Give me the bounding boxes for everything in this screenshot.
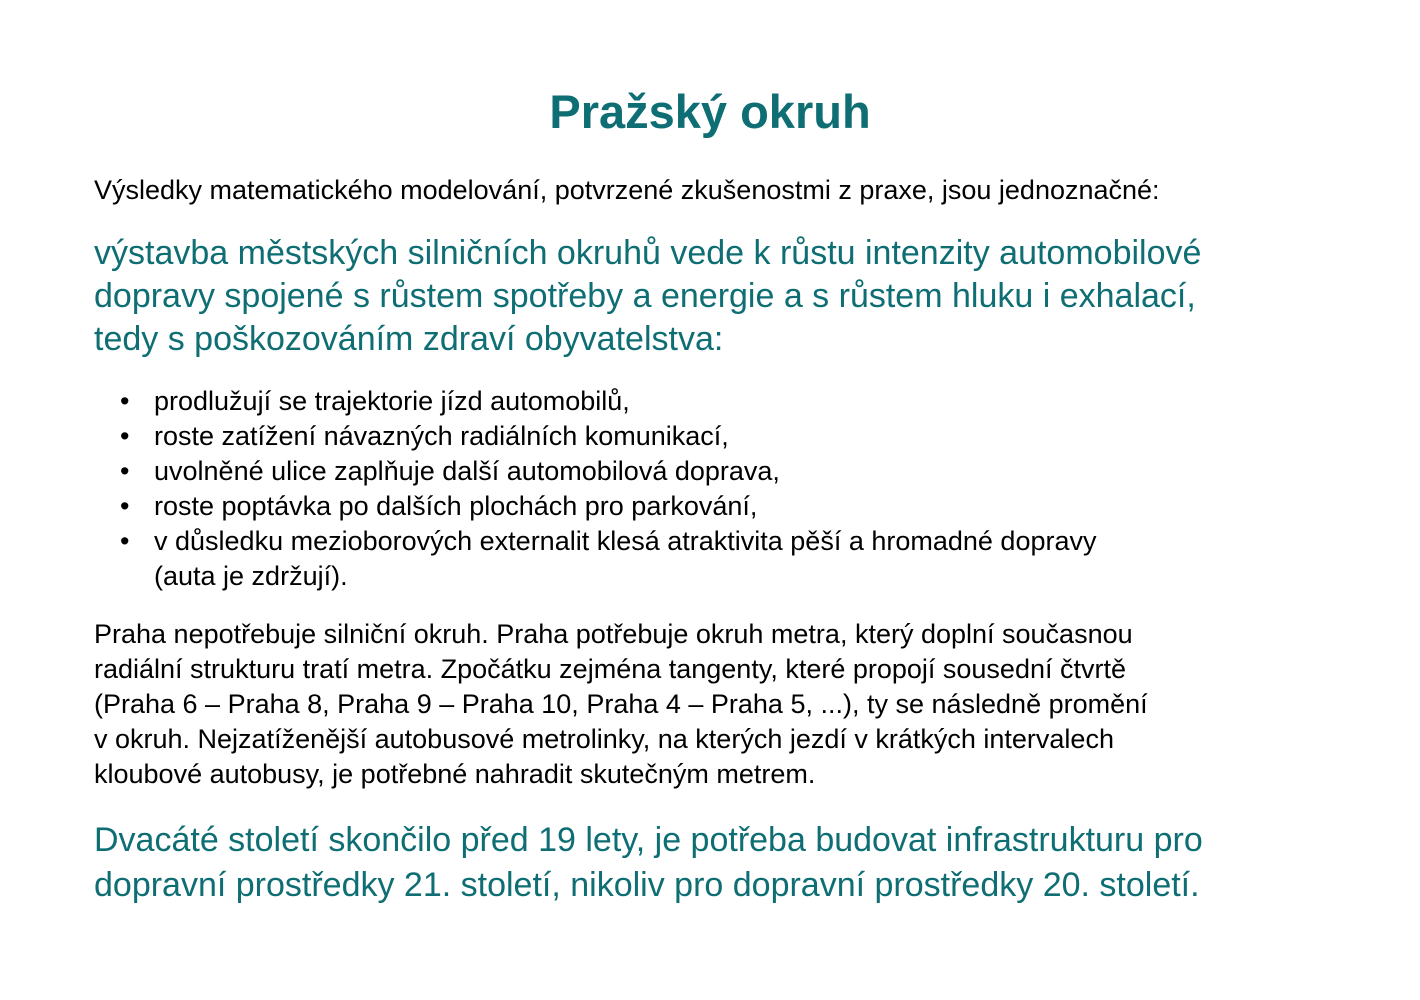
thesis-line: dopravy spojené s růstem spotřeby a energie a s růstem hluku i exhalací, <box>94 277 1196 315</box>
thesis-text <box>94 232 1374 361</box>
list-item-text-continued: (auta je zdržují). <box>154 561 348 591</box>
bullet-icon: • <box>120 386 130 416</box>
body-line: radiální strukturu tratí metra. Zpočátku zejména tangenty, které propojí sousední čtvrtě <box>94 654 1126 684</box>
list-item <box>118 524 1318 594</box>
body-line: (Praha 6 – Praha 8, Praha 9 – Praha 10, Praha 4 – Praha 5, ...), ty se následně promění <box>94 689 1148 719</box>
body-line: kloubové autobusy, je potřebné nahradit skutečným metrem. <box>94 759 816 789</box>
list-item <box>118 454 1318 489</box>
body-line: v okruh. Nejzatíženější autobusové metrolinky, na kterých jezdí v krátkých intervalech <box>94 724 1114 754</box>
list-item-text: roste poptávka po dalších plochách pro parkování, <box>154 491 758 521</box>
thesis-line: výstavba městských silničních okruhů vede k růstu intenzity automobilové <box>94 234 1202 272</box>
closing-line: Dvacáté století skončilo před 19 lety, je potřeba budovat infrastrukturu pro <box>94 821 1203 859</box>
list-item-text: uvolněné ulice zaplňuje další automobilová doprava, <box>154 456 780 486</box>
list-item <box>118 489 1318 524</box>
intro-text: Výsledky matematického modelování, potvrzené zkušenostmi z praxe, jsou jednoznačné: <box>94 175 1160 205</box>
list-item-text: v důsledku mezioborových externalit klesá atraktivita pěší a hromadné dopravy <box>154 526 1097 556</box>
list-item <box>118 384 1318 419</box>
closing-line: dopravní prostředky 21. století, nikoliv pro dopravní prostředky 20. století. <box>94 866 1200 904</box>
bullet-icon: • <box>120 421 130 451</box>
list-item <box>118 419 1318 454</box>
bullet-icon: • <box>120 456 130 486</box>
bullet-icon: • <box>120 526 130 556</box>
thesis-line: tedy s poškozováním zdraví obyvatelstva: <box>94 320 724 358</box>
list-item-text: roste zatížení návazných radiálních komunikací, <box>154 421 729 451</box>
bullet-icon: • <box>120 491 130 521</box>
closing-statement <box>94 818 1384 908</box>
slide-title: Pražský okruh <box>549 85 871 138</box>
body-paragraph <box>94 617 1354 792</box>
list-item-text: prodlužují se trajektorie jízd automobilů, <box>154 386 630 416</box>
bullet-list <box>118 384 1318 594</box>
body-line: Praha nepotřebuje silniční okruh. Praha potřebuje okruh metra, který doplní současnou <box>94 619 1133 649</box>
